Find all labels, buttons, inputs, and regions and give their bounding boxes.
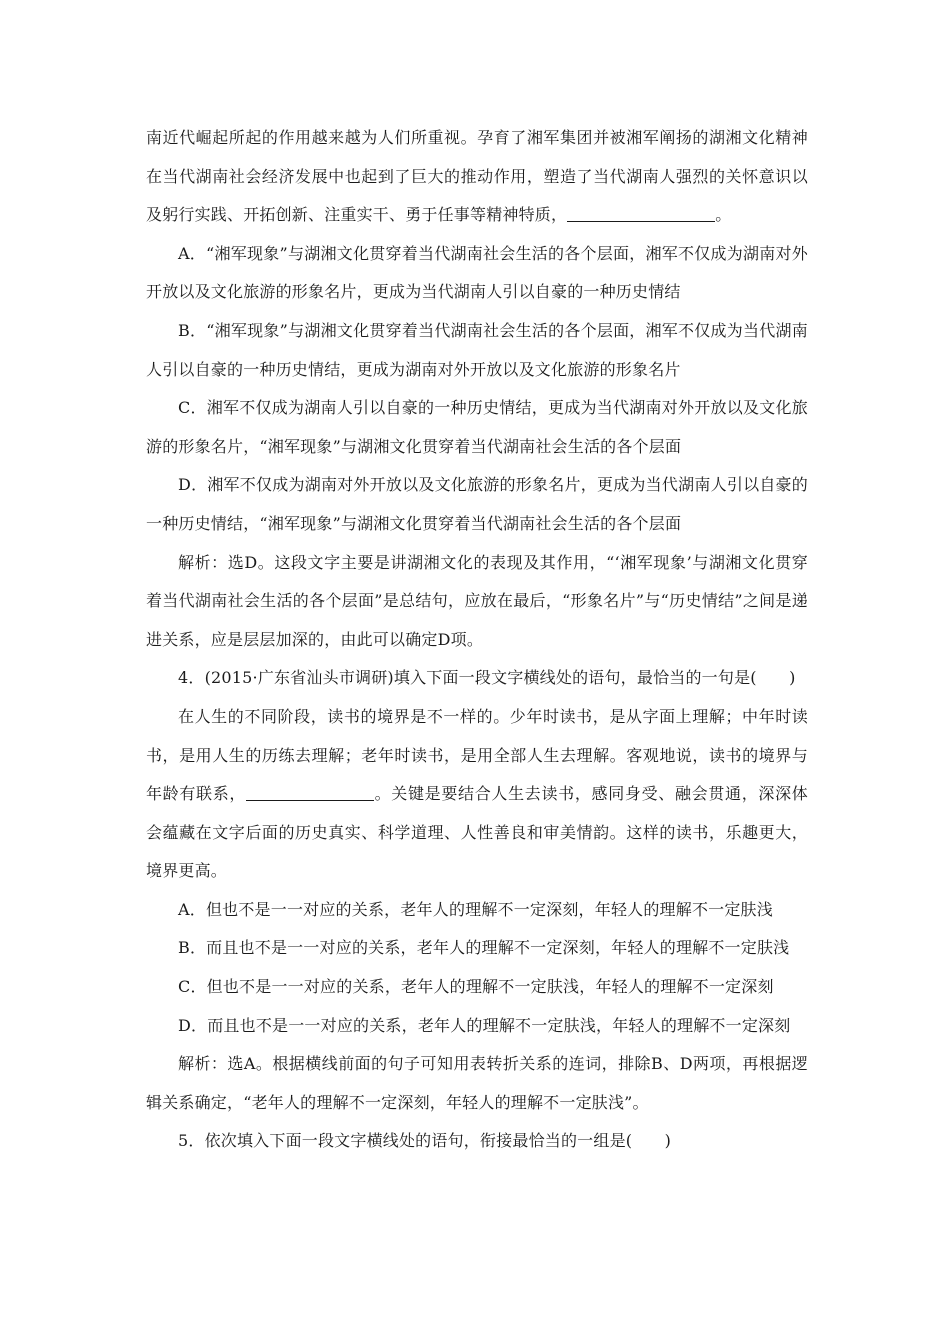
q4-stem: 4．(2015·广东省汕头市调研)填入下面一段文字横线处的语句，最恰当的一句是( ) [178, 668, 796, 688]
q3-option-c: C．湘军不仅成为湖南人引以自豪的一种历史情结，更成为当代湖南对外开放以及文化旅游的形象名片，“湘军现象”与湖湘文化贯穿着当代湖南社会生活的各个层面 [146, 398, 808, 456]
q4-option-a: A．但也不是一一对应的关系，老年人的理解不一定深刻，年轻人的理解不一定肤浅 [178, 899, 773, 919]
q3-answer-blank [567, 201, 715, 222]
q4-option-b: B．而且也不是一一对应的关系，老年人的理解不一定深刻，年轻人的理解不一定肤浅 [178, 938, 790, 958]
q4-analysis: 解析：选A。根据横线前面的句子可知用表转折关系的连词，排除B、D两项，再根据逻辑关系确定，“老年人的理解不一定深刻，年轻人的理解不一定肤浅”。 [146, 1054, 808, 1112]
q4-passage [146, 698, 808, 891]
q3-passage [146, 119, 808, 235]
document-body [146, 119, 808, 1161]
q3-option-a: A．“湘军现象”与湖湘文化贯穿着当代湖南社会生活的各个层面，湘军不仅成为湖南对外开放以及文化旅游的形象名片，更成为当代湖南人引以自豪的一种历史情结 [146, 243, 808, 302]
q3-passage-end: 。 [715, 205, 732, 225]
q4-passage-text-2: 。关键是要结合人生去读书，感同身受、融会贯通，深深体会蕴藏在文字后面的历史真实、科学道理、人性善良和审美情韵。这样的读书，乐趣更大，境界更高。 [146, 784, 808, 881]
q4-option-d: D．而且也不是一一对应的关系，老年人的理解不一定肤浅，年轻人的理解不一定深刻 [178, 1015, 791, 1035]
q4-option-c: C．但也不是一一对应的关系，老年人的理解不一定肤浅，年轻人的理解不一定深刻 [178, 977, 774, 997]
q3-option-d: D．湘军不仅成为湖南对外开放以及文化旅游的形象名片，更成为当代湖南人引以自豪的一种历史情结，“湘军现象”与湖湘文化贯穿着当代湖南社会生活的各个层面 [146, 475, 808, 533]
q3-option-b: B．“湘军现象”与湖湘文化贯穿着当代湖南社会生活的各个层面，湘军不仅成为当代湖南人引以自豪的一种历史情结，更成为湖南对外开放以及文化旅游的形象名片 [146, 320, 808, 379]
q3-passage-text: 南近代崛起所起的作用越来越为人们所重视。孕育了湘军集团并被湘军阐扬的湖湘文化精神在当代湖南社会经济发展中也起到了巨大的推动作用，塑造了当代湖南人强烈的关怀意识以及躬行实践、开拓创新、注重实干、勇于任事等精神特质， [146, 128, 808, 225]
q5-stem: 5．依次填入下面一段文字横线处的语句，衔接最恰当的一组是( ) [178, 1131, 672, 1151]
q3-analysis: 解析：选D。这段文字主要是讲湖湘文化的表现及其作用，“‘湘军现象’与湖湘文化贯穿着当代湖南社会生活的各个层面”是总结句，应放在最后，“形象名片”与“历史情结”之间是递进关系，应是层层加深的，由此可以确定D项。 [146, 552, 808, 649]
q4-passage-text-1: 在人生的不同阶段，读书的境界是不一样的。少年时读书，是从字面上理解；中年时读书，是用人生的历练去理解；老年时读书，是用全部人生去理解。客观地说，读书的境界与年龄有联系， [146, 706, 808, 804]
q4-answer-blank [246, 780, 374, 801]
